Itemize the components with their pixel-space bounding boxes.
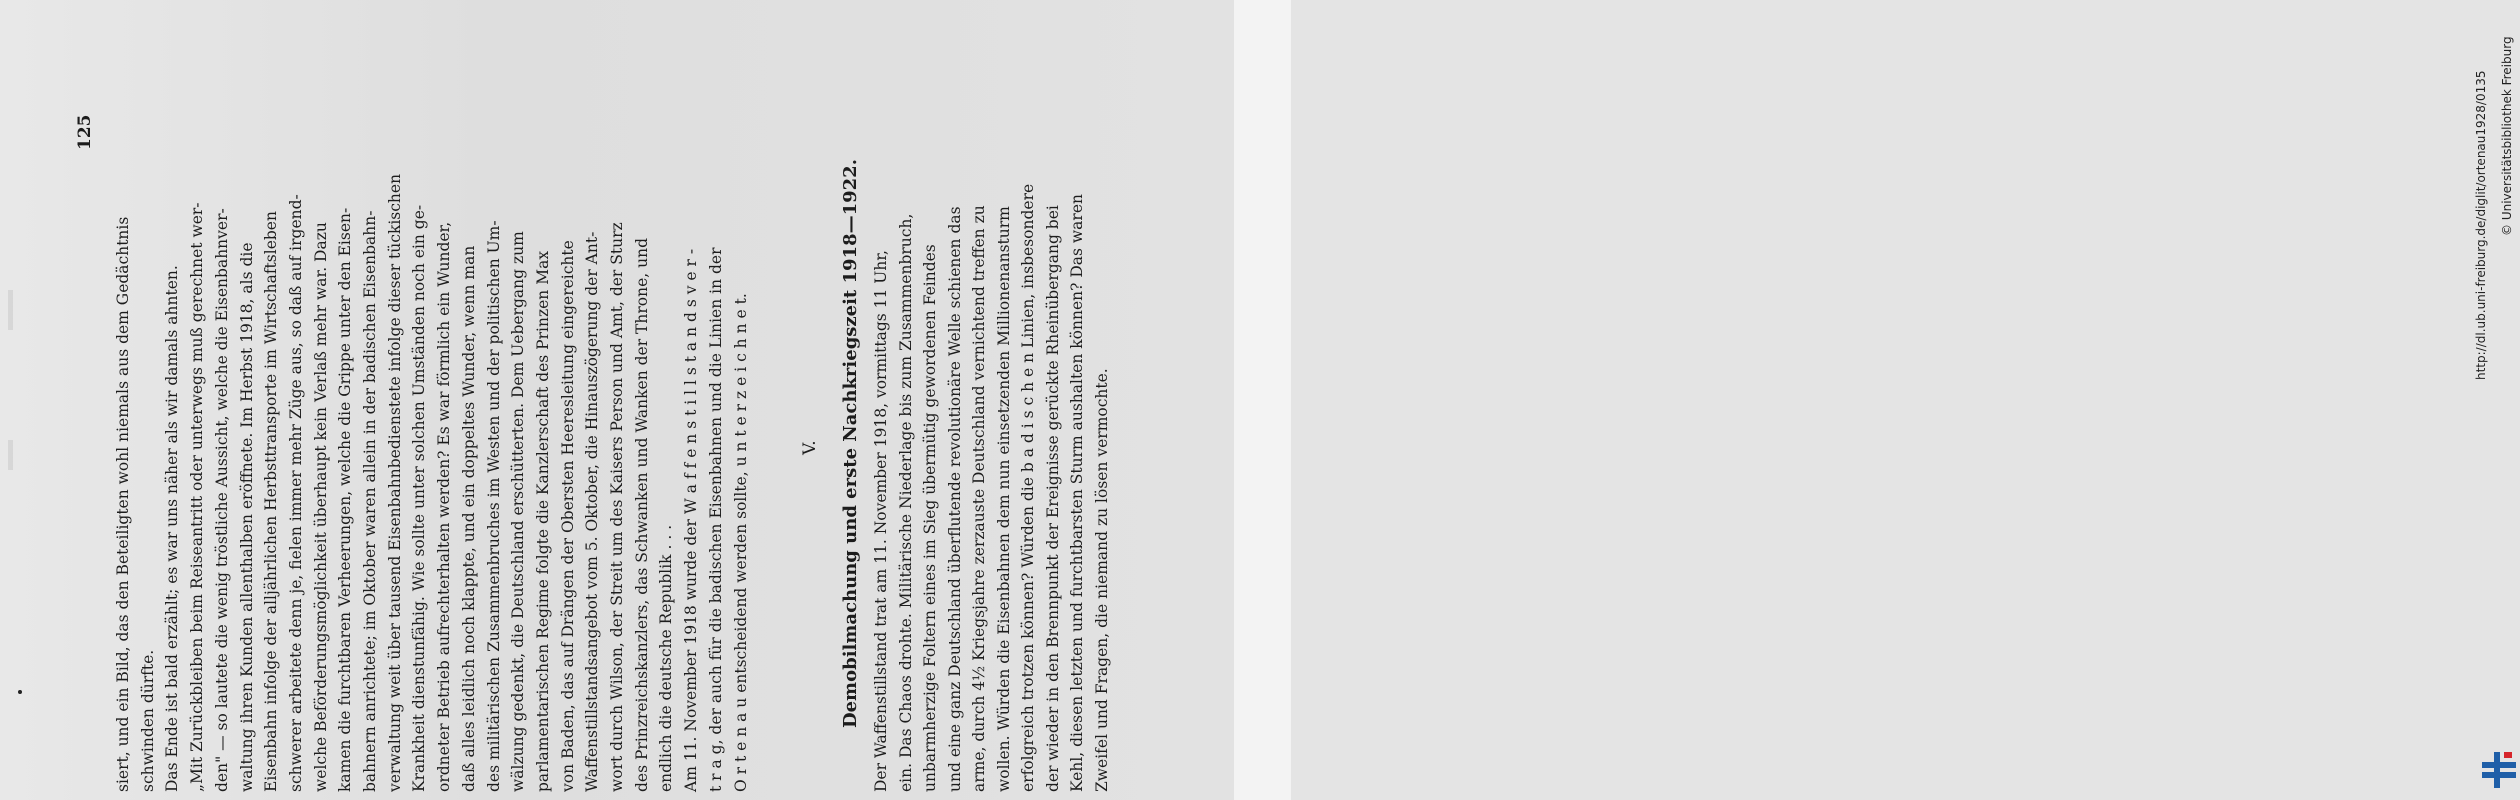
text-line: wollen. Würden die Eisenbahnen dem nun einsetzenden Millionenansturm — [994, 206, 1013, 792]
text-line: wälzung gedenkt, die Deutschland erschütterten. Dem Uebergang zum — [509, 231, 528, 792]
text-line: Krankheit dienstunfähig. Wie sollte unter solchen Umständen noch ein ge- — [410, 204, 429, 792]
scanned-page — [0, 0, 1234, 800]
text-line: Waffenstillstandsangebot vom 5. Oktober, die Hinauszögerung der Ant- — [583, 231, 602, 792]
text-line: bahnern anrichtete; im Oktober waren allein in der badischen Eisenbahn- — [361, 210, 379, 792]
bleed-through-mark — [8, 290, 13, 330]
text-line: erfolgreich trotzen können? Würden die b a d i s c h e n Linien, insbesondere — [1019, 183, 1037, 792]
permalink-url[interactable]: http://dl.ub.uni-freiburg.de/diglit/ortenau1928/0135 — [2474, 70, 2488, 380]
text-line: Der Waffenstillstand trat am 11. November 1918, vormittags 11 Uhr, — [872, 250, 890, 792]
ub-freiburg-logo-icon[interactable] — [2478, 748, 2520, 792]
text-line: welche Beförderungsmöglichkeit überhaupt kein Verlaß mehr war. Dazu — [311, 222, 330, 792]
text-line: den" — so lautete die wenig tröstliche Aussicht, welche die Eisenbahnver- — [212, 208, 231, 792]
text-line: Das Ende ist bald erzählt; es war uns näher als wir damals ahnten. — [163, 265, 182, 792]
text-line: Kehl, diesen letzten und furchtbarsten Sturm aushalten können? Das waren — [1068, 194, 1086, 792]
text-line: O r t e n a u entscheidend werden sollte, u n t e r z e i c h n e t. — [731, 293, 750, 792]
text-line: des militärischen Zusammenbruches im Westen und der politischen Um- — [484, 220, 503, 792]
text-line: siert, und ein Bild, das den Beteiligten wohl niemals aus dem Gedächtnis — [114, 216, 132, 792]
ink-speck — [18, 690, 22, 694]
text-line: schwerer arbeitete denn je, fielen immer mehr Züge aus, so daß auf irgend- — [286, 194, 305, 792]
text-line: wort durch Wilson, der Streit um des Kaisers Person und Amt, der Sturz — [608, 222, 626, 792]
text-line: unbarmherzige Foltern eines im Sieg übermütig gewordenen Feindes — [921, 244, 939, 792]
text-line: waltung ihren Kunden allenthalben eröffnete. Im Herbst 1918, als die — [237, 242, 256, 792]
text-line: daß alles leidlich noch klappte, und ein doppeltes Wunder, wenn man — [459, 245, 478, 792]
section-numeral: V. — [800, 440, 820, 455]
bleed-through-mark — [8, 440, 13, 470]
page-number: 125 — [75, 114, 95, 150]
text-line: des Prinzreichskanzlers, das Schwanken und Wanken der Throne, und — [632, 238, 651, 792]
text-line: Am 11. November 1918 wurde der W a f f e n s t i l l s t a n d s v e r - — [682, 248, 701, 792]
text-line: „Mit Zurückbleiben beim Reiseantritt oder unterwegs muß gerechnet wer- — [188, 202, 207, 792]
text-line: und eine ganz Deutschland überflutende revolutionäre Welle schienen das — [945, 206, 964, 792]
text-line: verwaltung weit über tausend Eisenbahnbedienstete infolge dieser tückischen — [385, 173, 404, 792]
copyright-notice: © Universitätsbibliothek Freiburg — [2500, 36, 2514, 236]
chapter-title: Demobilmachung und erste Nachkriegszeit 1918—1922. — [840, 159, 861, 728]
text-line: der wieder in den Brennpunkt der Ereignisse gerückte Rheinübergang bei — [1043, 205, 1062, 792]
text-line: schwinden dürfte. — [138, 649, 157, 792]
library-sidebar — [1234, 0, 2514, 800]
text-line: t r a g, der auch für die badischen Eisenbahnen und die Linien in der — [706, 247, 725, 792]
text-line: arme, durch 4½ Kriegsjahre zerzauste Deutschland vernichtend treffen zu — [970, 205, 988, 792]
text-line: Zweifel und Fragen, die niemand zu lösen vermochte. — [1092, 368, 1111, 792]
text-line: Eisenbahn infolge der alljährlichen Herbsttransporte im Wirtschaftsleben — [262, 211, 281, 792]
text-line: von Baden, das auf Drängen der Obersten Heeresleitung eingereichte — [558, 240, 577, 792]
text-line: kamen die furchtbaren Verheerungen, welche die Grippe unter den Eisen- — [336, 207, 355, 792]
text-line: ordneter Betrieb aufrechterhalten werden? Es war förmlich ein Wunder, — [435, 221, 454, 792]
text-line: parlamentarischen Regime folgte die Kanzlerschaft des Prinzen Max — [533, 250, 552, 792]
text-line: endlich die deutsche Republik . . . — [657, 524, 676, 792]
text-line: ein. Das Chaos drohte. Militärische Niederlage bis zum Zusammenbruch, — [896, 213, 915, 792]
